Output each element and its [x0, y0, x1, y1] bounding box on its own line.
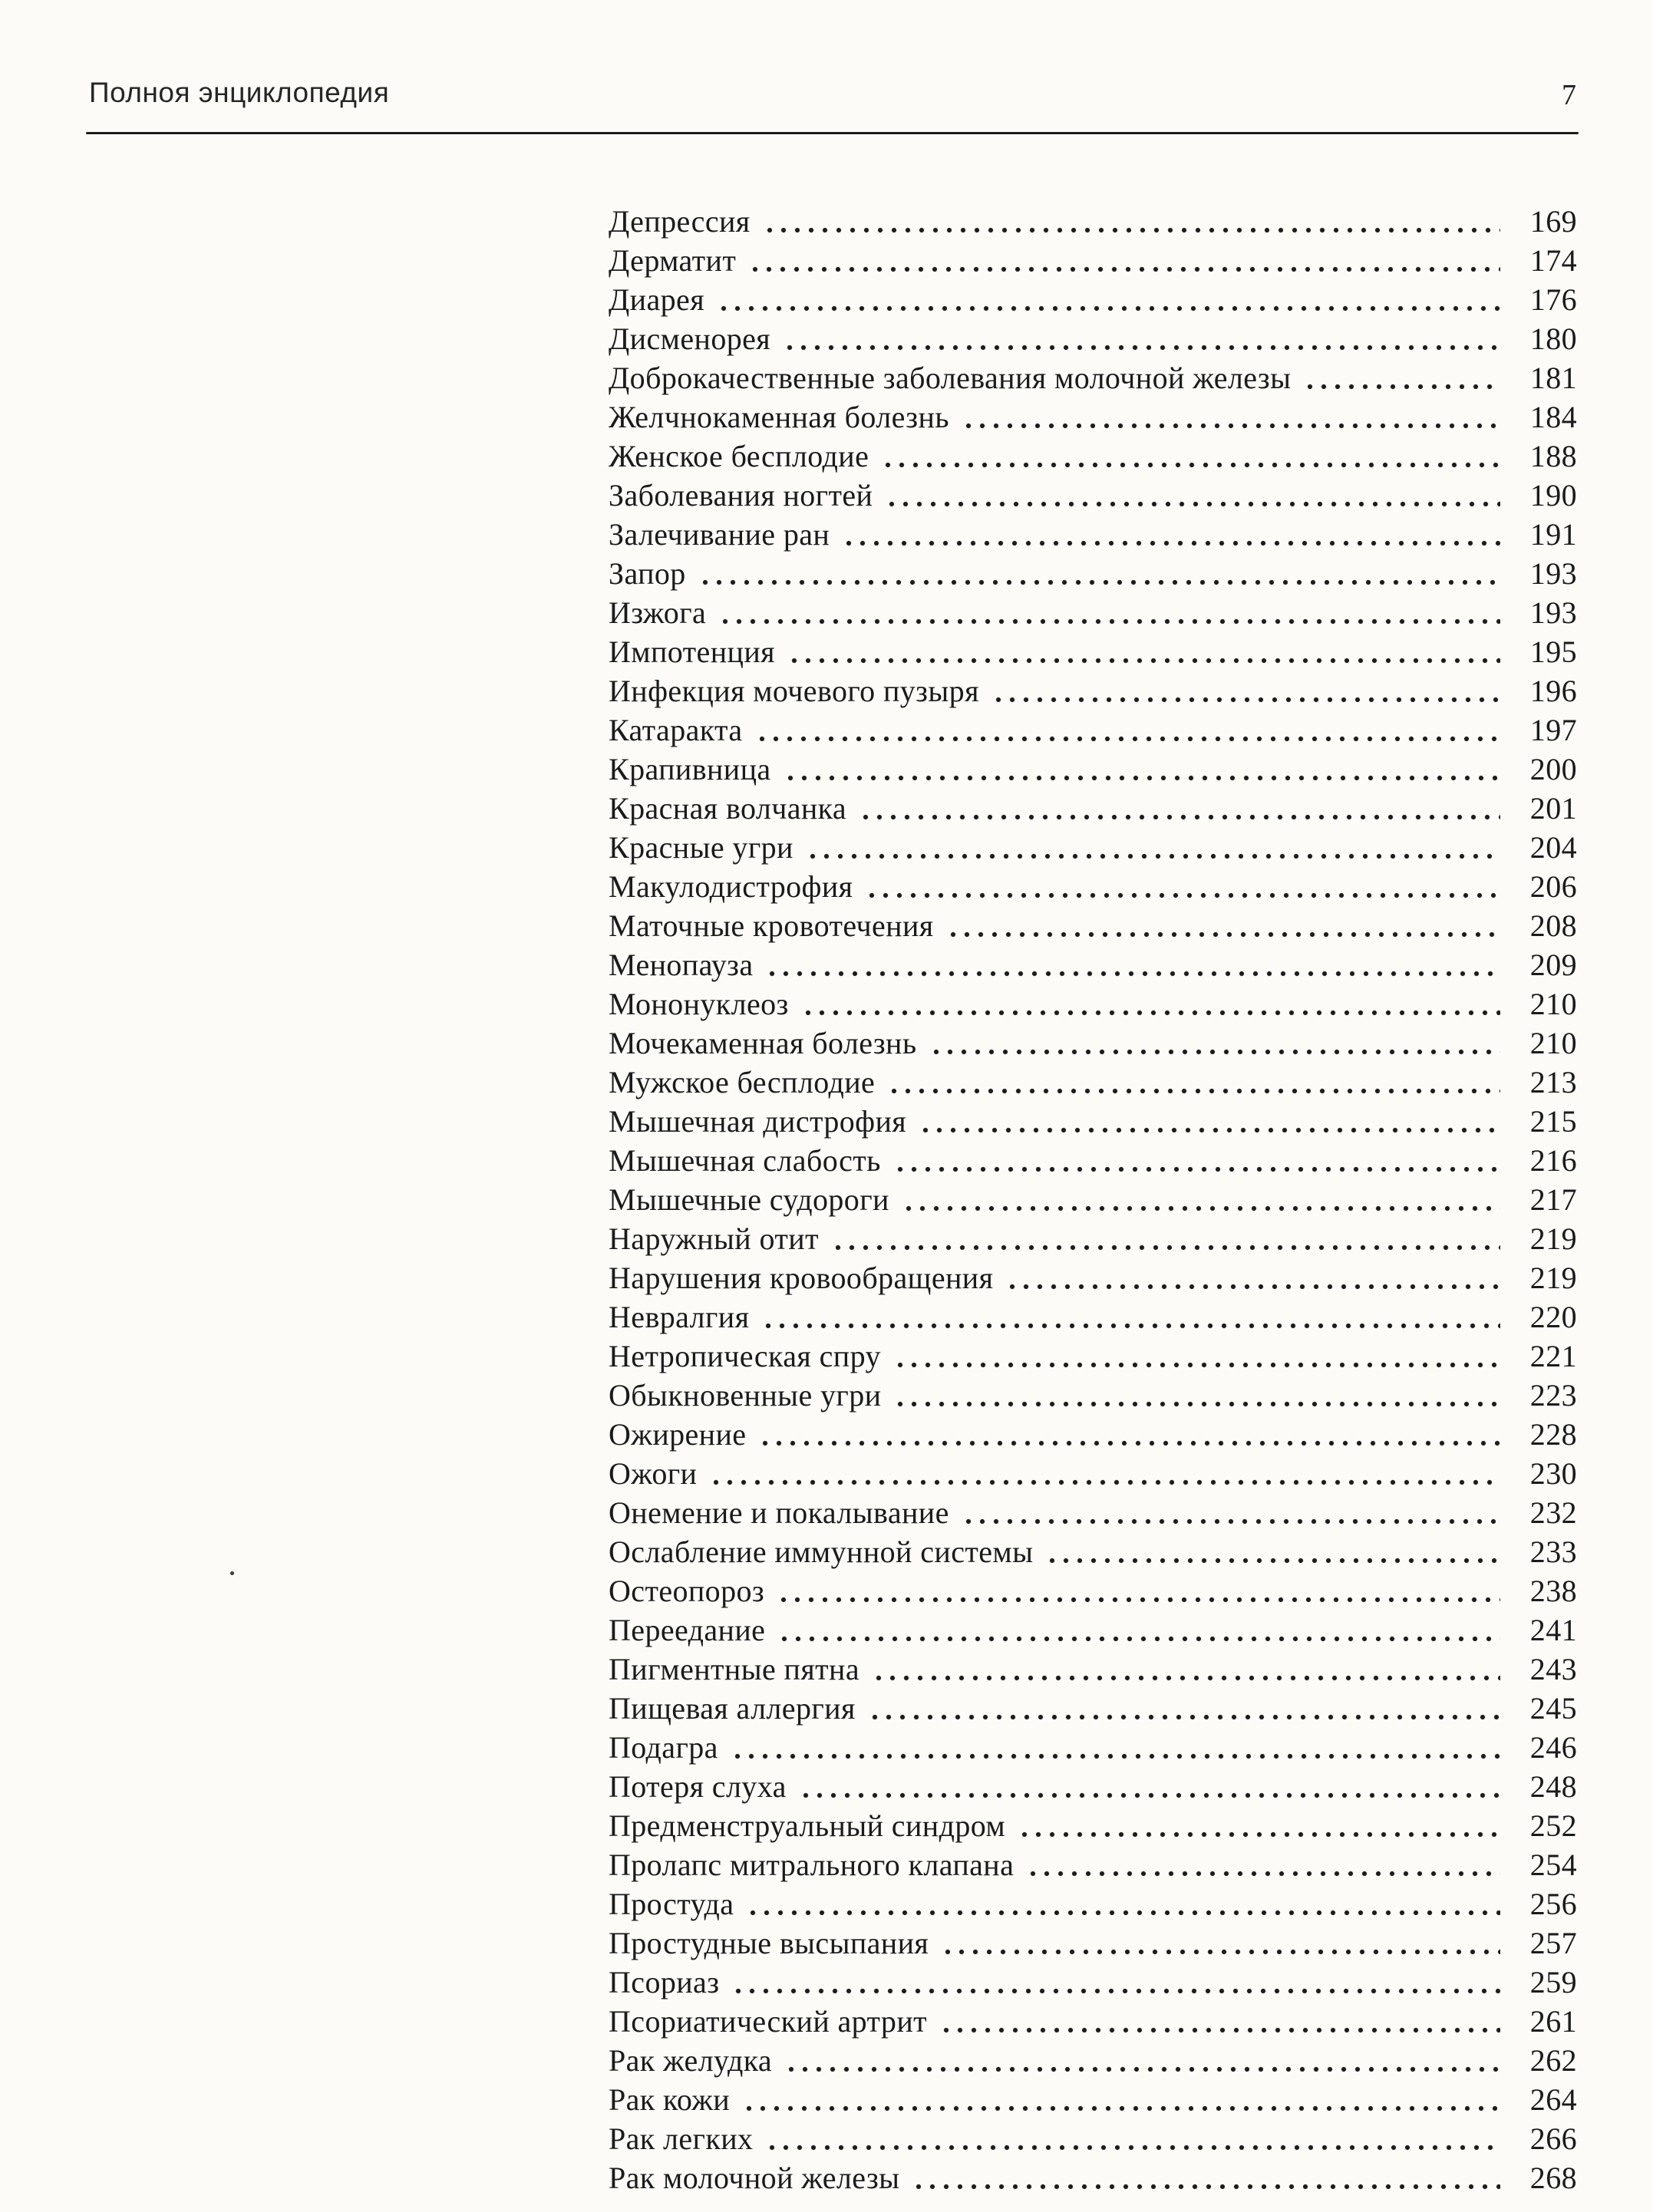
toc-entry-title: Менопауза — [609, 948, 754, 982]
dotted-leader — [941, 1949, 1500, 1955]
toc-entry-row — [609, 202, 1577, 241]
toc-entry-page-number: 193 — [1529, 595, 1577, 630]
dotted-leader — [912, 2184, 1500, 2190]
dotted-leader — [887, 1088, 1500, 1094]
toc-entry-page-number: 220 — [1529, 1300, 1577, 1334]
dotted-leader — [801, 1010, 1500, 1016]
toc-entry-title: Потеря слуха — [609, 1769, 787, 1804]
toc-entry-title: Изжога — [609, 595, 707, 630]
toc-entry-row — [609, 1024, 1577, 1063]
toc-entry-row — [609, 1728, 1577, 1767]
toc-entry-title: Дисменорея — [609, 321, 771, 356]
toc-entry-title: Доброкачественные заболевания молочной железы — [609, 361, 1292, 395]
dotted-leader — [919, 1127, 1500, 1133]
dotted-leader — [893, 1362, 1500, 1368]
toc-entry-row — [609, 984, 1577, 1024]
toc-entry-row — [609, 1767, 1577, 1806]
toc-entry-title: Ожирение — [609, 1417, 747, 1452]
toc-entry-row — [609, 593, 1577, 632]
toc-entry-row — [609, 1806, 1577, 1845]
dotted-leader — [698, 579, 1500, 585]
dotted-leader — [1303, 384, 1500, 390]
toc-entry-row — [609, 319, 1577, 358]
toc-entry-title: Рак кожи — [609, 2082, 731, 2117]
toc-entry-title: Мочекаменная болезнь — [609, 1026, 917, 1060]
toc-entry-title: Мышечные судороги — [609, 1182, 889, 1217]
dotted-leader — [929, 1049, 1501, 1055]
toc-entry-page-number: 219 — [1529, 1221, 1577, 1256]
toc-entry-title: Дерматит — [609, 243, 737, 278]
toc-entry-row — [609, 1297, 1577, 1337]
toc-entry-row — [609, 358, 1577, 397]
toc-entry-row — [609, 1454, 1577, 1493]
toc-entry-title: Крапивница — [609, 752, 771, 786]
dotted-leader — [765, 971, 1500, 977]
toc-entry-title: Простуда — [609, 1887, 734, 1921]
toc-entry-title: Мышечная дистрофия — [609, 1104, 907, 1139]
dotted-leader — [799, 1792, 1500, 1798]
toc-entry-title: Пигментные пятна — [609, 1652, 860, 1686]
dotted-leader — [1005, 1284, 1500, 1290]
toc-entry-page-number: 243 — [1529, 1652, 1577, 1686]
dotted-leader — [784, 775, 1500, 781]
toc-entry-row — [609, 1219, 1577, 1258]
dotted-leader — [1045, 1558, 1500, 1564]
toc-entry-row — [609, 554, 1577, 593]
toc-entry-row — [609, 1337, 1577, 1376]
toc-entry-title: Предменструальный синдром — [609, 1808, 1006, 1843]
toc-entry-row — [609, 1141, 1577, 1180]
toc-entry-title: Мононуклеоз — [609, 987, 789, 1021]
toc-entry-row — [609, 2080, 1577, 2119]
toc-entry-row — [609, 867, 1577, 906]
toc-entry-page-number: 215 — [1529, 1104, 1577, 1139]
toc-entry-page-number: 206 — [1529, 869, 1577, 904]
dotted-leader — [939, 2027, 1500, 2033]
toc-entry-page-number: 245 — [1529, 1691, 1577, 1726]
dotted-leader — [758, 1440, 1500, 1446]
toc-entry-title: Пролапс митрального клапана — [609, 1848, 1015, 1882]
toc-entry-title: Макулодистрофия — [609, 869, 853, 904]
toc-entry-row — [609, 1650, 1577, 1689]
toc-entry-page-number: 197 — [1529, 713, 1577, 747]
scan-speck — [230, 1571, 234, 1575]
toc-entry-title: Маточные кровотечения — [609, 908, 934, 943]
toc-entry-title: Запор — [609, 556, 686, 591]
toc-entry-row — [609, 476, 1577, 515]
dotted-leader — [902, 1205, 1500, 1211]
toc-entry-title: Рак молочной железы — [609, 2161, 900, 2195]
toc-entry-title: Невралгия — [609, 1300, 750, 1334]
toc-entry-title: Рак желудка — [609, 2043, 773, 2078]
toc-entry-row — [609, 671, 1577, 710]
toc-entry-page-number: 210 — [1529, 1026, 1577, 1060]
toc-entry-page-number: 180 — [1529, 321, 1577, 356]
toc-entry-title: Депрессия — [609, 204, 751, 239]
toc-entry-row — [609, 437, 1577, 476]
toc-entry-page-number: 238 — [1529, 1574, 1577, 1608]
toc-entry-row — [609, 2158, 1577, 2197]
toc-entry-page-number: 217 — [1529, 1182, 1577, 1217]
toc-entry-title: Инфекция мочевого пузыря — [609, 674, 979, 708]
toc-entry-page-number: 264 — [1529, 2082, 1577, 2117]
toc-entry-title: Пищевая аллергия — [609, 1691, 856, 1726]
toc-entry-page-number: 169 — [1529, 204, 1577, 239]
toc-entry-row — [609, 1532, 1577, 1571]
dotted-leader — [763, 227, 1500, 233]
toc-entry-row — [609, 945, 1577, 984]
toc-entry-title: Ослабление иммунной системы — [609, 1535, 1034, 1569]
toc-entry-page-number: 256 — [1529, 1887, 1577, 1921]
dotted-leader — [765, 2144, 1500, 2151]
dotted-leader — [777, 1597, 1500, 1603]
toc-entry-title: Мужское бесплодие — [609, 1065, 876, 1099]
dotted-leader — [872, 1675, 1500, 1681]
dotted-leader — [1026, 1871, 1500, 1877]
toc-entry-title: Желчнокаменная болезнь — [609, 400, 949, 434]
toc-entry-row — [609, 515, 1577, 554]
dotted-leader — [1018, 1831, 1500, 1838]
toc-entry-title: Подагра — [609, 1730, 718, 1765]
toc-entry-row — [609, 789, 1577, 828]
dotted-leader — [784, 2066, 1500, 2072]
dotted-leader — [881, 462, 1500, 468]
toc-entry-row — [609, 1571, 1577, 1610]
toc-entry-row — [609, 710, 1577, 750]
toc-entry-page-number: 210 — [1529, 987, 1577, 1021]
dotted-leader — [991, 697, 1500, 703]
dotted-leader — [868, 1714, 1500, 1720]
toc-entry-title: Псориаз — [609, 1965, 720, 1999]
toc-entry-row — [609, 241, 1577, 280]
toc-entry-row — [609, 1610, 1577, 1650]
toc-entry-page-number: 184 — [1529, 400, 1577, 434]
toc-entry-page-number: 257 — [1529, 1926, 1577, 1960]
toc-entry-row — [609, 1689, 1577, 1728]
toc-entry-page-number: 241 — [1529, 1613, 1577, 1647]
dotted-leader — [783, 344, 1500, 351]
toc-entry-title: Переедание — [609, 1613, 766, 1647]
toc-entry-row — [609, 1845, 1577, 1884]
toc-entry-row — [609, 1180, 1577, 1219]
toc-entry-page-number: 268 — [1529, 2161, 1577, 2195]
dotted-leader — [946, 931, 1500, 938]
toc-entry-page-number: 230 — [1529, 1456, 1577, 1491]
toc-entry-row — [609, 1063, 1577, 1102]
toc-entry-title: Нарушения кровообращения — [609, 1261, 994, 1295]
toc-entry-page-number: 195 — [1529, 635, 1577, 669]
toc-entry-page-number: 246 — [1529, 1730, 1577, 1765]
toc-entry-row — [609, 632, 1577, 671]
toc-entry-title: Нетропическая спру — [609, 1339, 881, 1373]
toc-entry-title: Ожоги — [609, 1456, 698, 1491]
toc-entry-title: Остеопороз — [609, 1574, 765, 1608]
dotted-leader — [859, 814, 1500, 820]
dotted-leader — [748, 266, 1500, 272]
toc-entry-title: Катаракта — [609, 713, 743, 747]
toc-entry-title: Импотенция — [609, 635, 775, 669]
toc-entry-page-number: 196 — [1529, 674, 1577, 708]
toc-entry-page-number: 266 — [1529, 2121, 1577, 2156]
dotted-leader — [731, 1753, 1500, 1759]
toc-entry-title: Псориатический артрит — [609, 2004, 928, 2039]
dotted-leader — [893, 1401, 1500, 1407]
toc-entry-row — [609, 906, 1577, 945]
toc-entry-page-number: 204 — [1529, 830, 1577, 865]
dotted-leader — [746, 1910, 1500, 1916]
toc-entry-row — [609, 1493, 1577, 1532]
dotted-leader — [885, 501, 1500, 507]
toc-entry-page-number: 216 — [1529, 1143, 1577, 1178]
dotted-leader — [865, 892, 1500, 898]
toc-entry-page-number: 176 — [1529, 282, 1577, 317]
dotted-leader — [893, 1166, 1500, 1172]
page-number: 7 — [1562, 79, 1576, 111]
toc-entry-title: Обыкновенные угри — [609, 1378, 882, 1413]
toc-entry-row — [609, 2002, 1577, 2041]
dotted-leader — [718, 618, 1500, 625]
toc-list — [609, 202, 1577, 2197]
dotted-leader — [717, 305, 1500, 312]
toc-entry-page-number: 208 — [1529, 908, 1577, 943]
toc-entry-title: Диарея — [609, 282, 704, 317]
toc-entry-page-number: 188 — [1529, 439, 1577, 473]
page-header-title: Полноя энциклопедия — [89, 77, 390, 108]
toc-entry-page-number: 174 — [1529, 243, 1577, 278]
toc-entry-row — [609, 1924, 1577, 1963]
toc-entry-page-number: 232 — [1529, 1495, 1577, 1530]
toc-entry-page-number: 252 — [1529, 1808, 1577, 1843]
dotted-leader — [777, 1636, 1500, 1642]
dotted-leader — [755, 736, 1500, 742]
toc-entry-title: Залечивание ран — [609, 517, 830, 552]
dotted-leader — [831, 1244, 1500, 1251]
toc-entry-row — [609, 750, 1577, 789]
header-rule — [86, 132, 1579, 134]
toc-entry-row — [609, 1102, 1577, 1141]
toc-entry-page-number: 219 — [1529, 1261, 1577, 1295]
toc-entry-page-number: 213 — [1529, 1065, 1577, 1099]
toc-entry-row — [609, 1258, 1577, 1297]
toc-entry-title: Красная волчанка — [609, 791, 847, 826]
dotted-leader — [709, 1479, 1500, 1485]
toc-entry-page-number: 201 — [1529, 791, 1577, 826]
toc-entry-page-number: 221 — [1529, 1339, 1577, 1373]
toc-entry-page-number: 228 — [1529, 1417, 1577, 1452]
toc-entry-row — [609, 2119, 1577, 2158]
toc-entry-page-number: 259 — [1529, 1965, 1577, 1999]
toc-entry-row — [609, 1376, 1577, 1415]
toc-entry-page-number: 191 — [1529, 517, 1577, 552]
toc-entry-page-number: 254 — [1529, 1848, 1577, 1882]
toc-entry-row — [609, 397, 1577, 437]
toc-entry-page-number: 262 — [1529, 2043, 1577, 2078]
toc-entry-title: Онемение и покалывание — [609, 1495, 949, 1530]
dotted-leader — [806, 853, 1500, 859]
toc-entry-page-number: 233 — [1529, 1535, 1577, 1569]
toc-entry-title: Простудные высыпания — [609, 1926, 929, 1960]
dotted-leader — [742, 2105, 1500, 2111]
toc-entry-page-number: 200 — [1529, 752, 1577, 786]
toc-entry-page-number: 193 — [1529, 556, 1577, 591]
dotted-leader — [731, 1988, 1500, 1994]
toc-entry-row — [609, 1963, 1577, 2002]
toc-entry-title: Женское бесплодие — [609, 439, 869, 473]
toc-entry-row — [609, 1884, 1577, 1924]
toc-entry-page-number: 181 — [1529, 361, 1577, 395]
toc-entry-title: Рак легких — [609, 2121, 754, 2156]
toc-entry-page-number: 209 — [1529, 948, 1577, 982]
toc-entry-title: Мышечная слабость — [609, 1143, 881, 1178]
toc-entry-row — [609, 2041, 1577, 2080]
toc-entry-page-number: 248 — [1529, 1769, 1577, 1804]
toc-entry-page-number: 190 — [1529, 478, 1577, 513]
dotted-leader — [962, 1518, 1500, 1525]
toc-entry-title: Заболевания ногтей — [609, 478, 873, 513]
dotted-leader — [761, 1323, 1500, 1329]
dotted-leader — [962, 423, 1500, 429]
dotted-leader — [842, 540, 1500, 546]
toc-entry-row — [609, 1415, 1577, 1454]
dotted-leader — [787, 658, 1500, 664]
toc-entry-title: Красные угри — [609, 830, 794, 865]
toc-entry-page-number: 261 — [1529, 2004, 1577, 2039]
toc-entry-row — [609, 828, 1577, 867]
toc-entry-title: Наружный отит — [609, 1221, 819, 1256]
toc-entry-page-number: 223 — [1529, 1378, 1577, 1413]
toc-entry-row — [609, 280, 1577, 319]
